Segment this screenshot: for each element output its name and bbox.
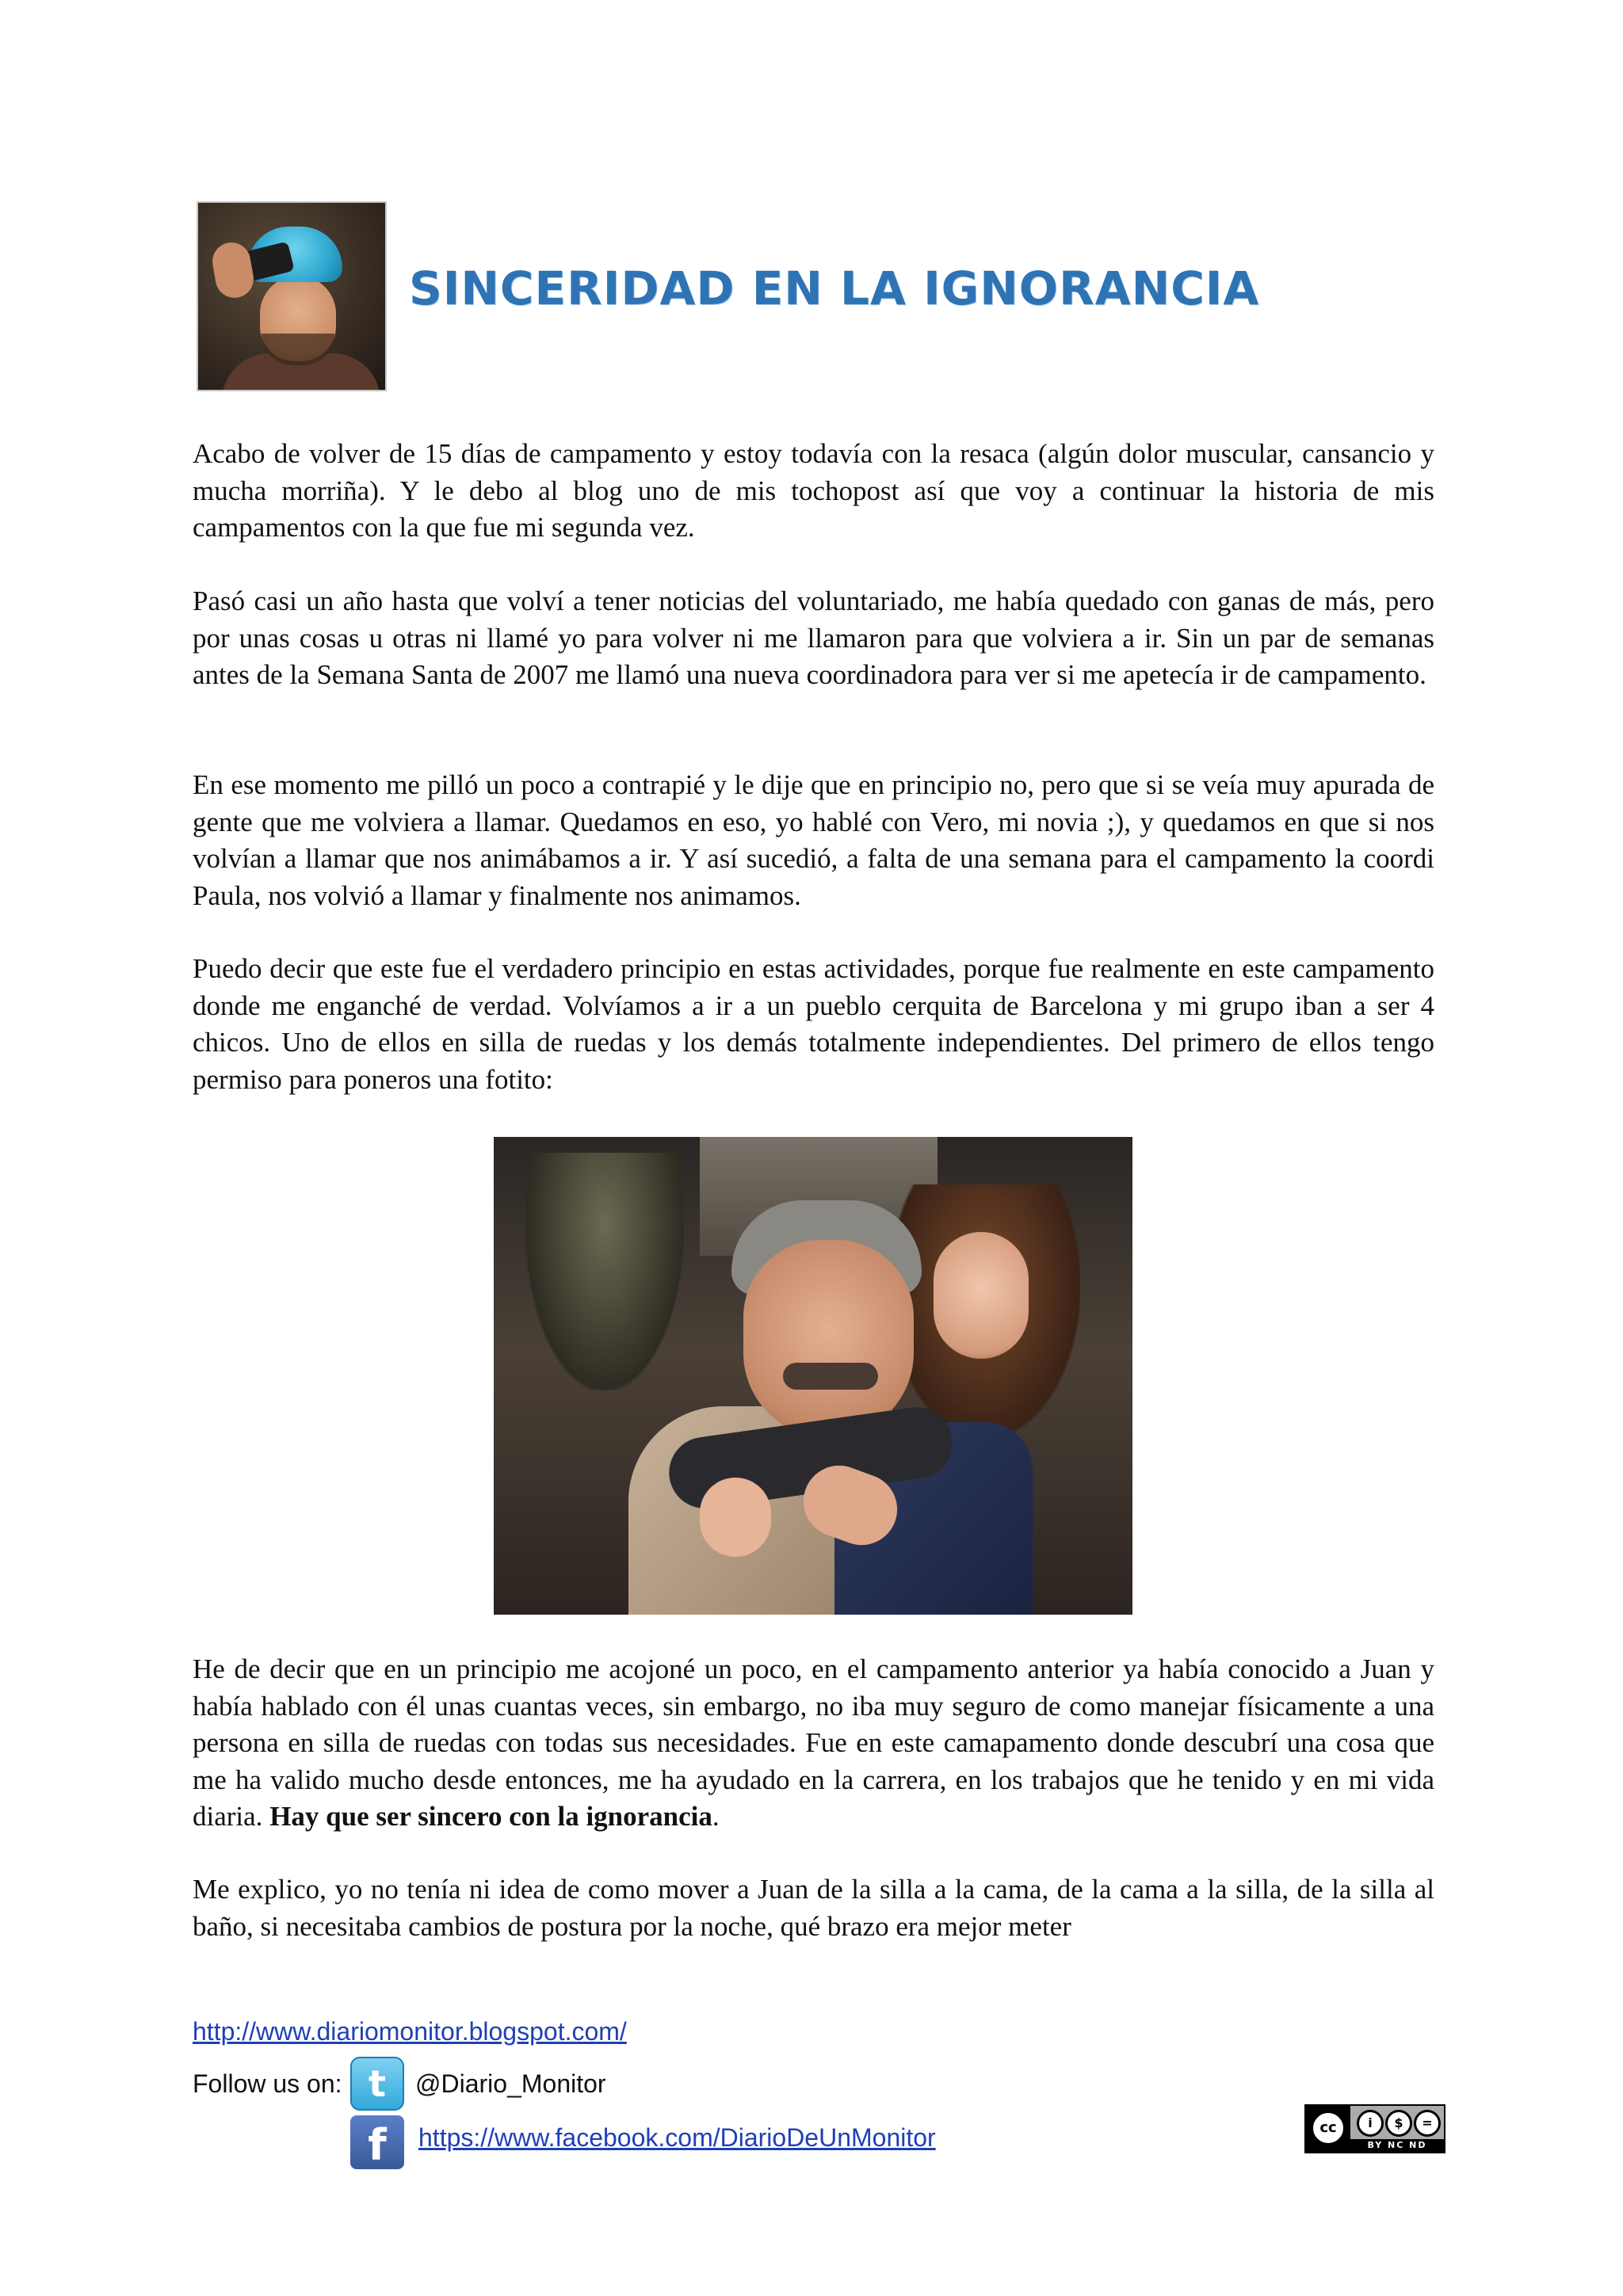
paragraph-3: En ese momento me pilló un poco a contrapié y le dije que en principio no, pero que si se veía muy apurada de gente que me volviera a llamar. Quedamos en eso, yo hablé con Vero, mi novia ;), y quedamos en que si nos volvían a llamar que nos animábamos a ir. Y así sucedió, a falta de una semana para el campamento la coordi Paula, nos volvió a llamar y finalmente nos animamos. (193, 769, 1434, 911)
facebook-link[interactable]: https://www.facebook.com/DiarioDeUnMonitor (418, 2123, 936, 2152)
photo-woman-hand (700, 1478, 771, 1557)
cc-nd-icon: = (1414, 2110, 1441, 2137)
photo-plant (525, 1153, 684, 1390)
paragraph-5 (193, 1651, 1434, 1836)
paragraph-6: Me explico, yo no tenía ni idea de como mover a Juan de la silla a la cama, de la cama a la silla, de la silla al baño, si necesitaba cambios de postura por la noche, qué brazo era mejor meter (193, 1874, 1434, 1942)
cc-left-block (1306, 2106, 1350, 2152)
paragraph-5-end: . (712, 1801, 720, 1832)
twitter-icon[interactable]: t (350, 2057, 404, 2111)
photo-man-mustache (783, 1363, 878, 1390)
creative-commons-license-icon[interactable] (1304, 2104, 1445, 2153)
blog-link[interactable]: http://www.diariomonitor.blogspot.com/ (193, 2017, 627, 2046)
paragraph-5-text: He de decir que en un principio me acojoné un poco, en el campamento anterior ya había conocido a Juan y había hablado con él unas cuantas veces, sin embargo, no iba muy seguro de como manejar físicamente a una persona en silla de ruedas con todas sus necesidades. Fue en este camapamento donde descubrí una cosa que me ha valido mucho desde entonces, me ha ayudado en la carrera, en los trabajos que he tenido y en mi vida diaria. (193, 1653, 1434, 1832)
cc-by-icon: i (1357, 2110, 1384, 2137)
follow-us-label: Follow us on: (193, 2069, 342, 2098)
photo-juan-and-volunteer (494, 1137, 1132, 1615)
page-title: SINCERIDAD EN LA IGNORANCIA (409, 261, 1260, 315)
avatar-hand (209, 239, 256, 300)
cc-nc-icon: $ (1385, 2110, 1412, 2137)
cc-license-text: BY NC ND (1350, 2139, 1444, 2152)
author-avatar (197, 201, 387, 391)
cc-logo-icon: cc (1311, 2111, 1346, 2145)
paragraph-1: Acabo de volver de 15 días de campamento y estoy todavía con la resaca (algún dolor muscular, cansancio y mucha morriña). Y le debo al blog uno de mis tochopost así que voy a continuar la historia de mis campamentos con la que fue mi segunda vez. (193, 438, 1434, 543)
facebook-icon[interactable]: f (350, 2115, 404, 2169)
paragraph-2: Pasó casi un año hasta que volví a tener noticias del voluntariado, me había quedado con ganas de más, pero por unas cosas u otras ni llamé yo para volver ni me llamaron para que volviera a ir. Sin un par de semanas antes de la Semana Santa de 2007 me llamó una nueva coordinadora para ver si me apetecía ir de campamento. (193, 585, 1434, 690)
photo-woman-face (934, 1232, 1029, 1359)
twitter-handle[interactable]: @Diario_Monitor (415, 2069, 606, 2098)
paragraph-4: Puedo decir que este fue el verdadero principio en estas actividades, porque fue realmente en este campamento donde me enganché de verdad. Volvíamos a ir a un pueblo cerquita de Barcelona y mi grupo iban a ser 4 chicos. Uno de ellos en silla de ruedas y los demás totalmente independientes. Del primero de ellos tengo permiso para poneros una fotito: (193, 953, 1434, 1095)
paragraph-5-bold: Hay que ser sincero con la ignorancia (269, 1801, 712, 1832)
photo-man-face (743, 1240, 914, 1438)
